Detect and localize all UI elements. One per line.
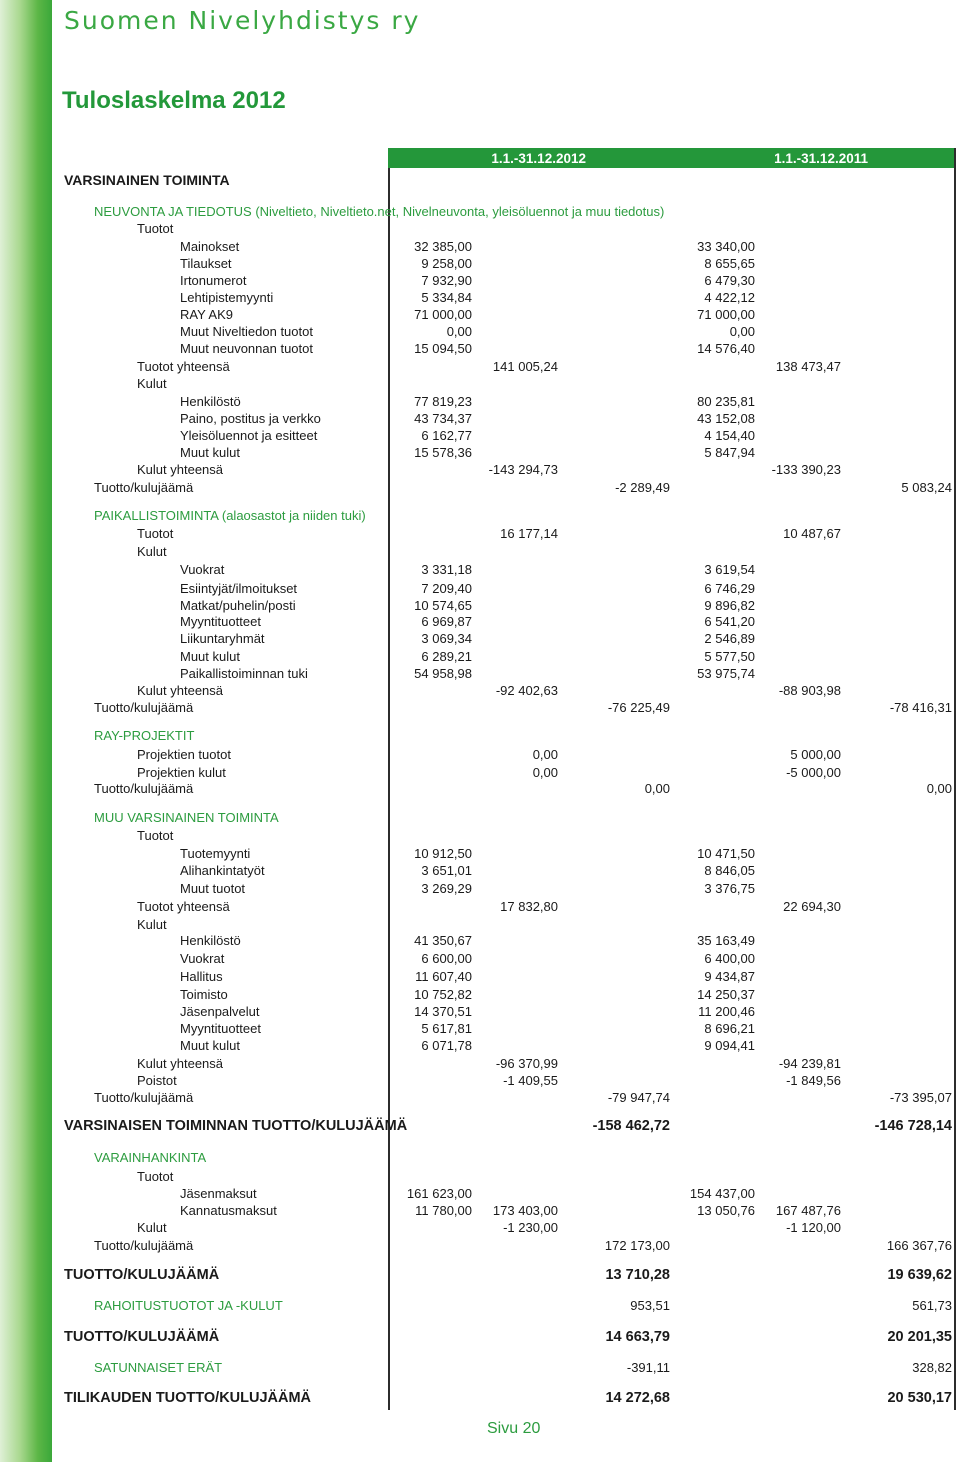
- row-label: VARAINHANKINTA: [94, 1150, 207, 1165]
- column-header-2011: 1.1.-31.12.2011: [774, 151, 868, 166]
- value-cell-v3: 953,51: [630, 1298, 670, 1313]
- value-cell-v5: -1 120,00: [786, 1220, 841, 1235]
- table-row: [0, 630, 960, 647]
- value-cell-v5: 5 000,00: [790, 747, 841, 762]
- value-cell-v6: -146 728,14: [874, 1118, 952, 1134]
- row-label: RAY AK9: [180, 307, 233, 322]
- value-cell-v4: 8 696,21: [704, 1021, 755, 1036]
- value-cell-v4: 14 250,37: [697, 987, 755, 1002]
- row-label: Paikallistoiminnan tuki: [180, 666, 308, 681]
- value-cell-v3: 14 663,79: [605, 1329, 670, 1345]
- value-cell-v6: 5 083,24: [901, 480, 952, 495]
- table-row: [0, 444, 960, 461]
- row-label: RAHOITUSTUOTOT JA -KULUT: [94, 1298, 283, 1313]
- table-row: [0, 932, 960, 949]
- value-cell-v1: 14 370,51: [414, 1004, 472, 1019]
- value-cell-v2: -1 409,55: [503, 1073, 558, 1088]
- row-label: Tuotemyynti: [180, 846, 251, 861]
- value-cell-v1: 0,00: [446, 324, 472, 339]
- value-cell-v2: -143 294,73: [488, 462, 558, 477]
- value-cell-v6: 166 367,76: [886, 1238, 952, 1253]
- row-label: Vuokrat: [180, 951, 225, 966]
- table-row: [0, 461, 960, 478]
- table-row: [0, 393, 960, 410]
- row-label: Toimisto: [180, 987, 228, 1002]
- value-cell-v6: 20 201,35: [887, 1329, 952, 1345]
- table-row: [0, 613, 960, 630]
- value-cell-v5: 167 487,76: [775, 1203, 841, 1218]
- table-row: [0, 238, 960, 255]
- table-row: [0, 968, 960, 985]
- row-label: Muut Niveltiedon tuotot: [180, 324, 313, 339]
- value-cell-v1: 10 912,50: [414, 846, 472, 861]
- value-cell-v3: 0,00: [644, 781, 670, 796]
- row-label: Projektien tuotot: [137, 747, 231, 762]
- value-cell-v1: 161 623,00: [406, 1186, 472, 1201]
- table-row: [0, 203, 960, 220]
- value-cell-v1: 71 000,00: [414, 307, 472, 322]
- row-label: Jäsenpalvelut: [180, 1004, 260, 1019]
- value-cell-v5: -133 390,23: [771, 462, 841, 477]
- value-cell-v1: 41 350,67: [414, 933, 472, 948]
- value-cell-v6: -73 395,07: [889, 1090, 952, 1105]
- table-row: [0, 780, 960, 797]
- value-cell-v1: 6 162,77: [421, 428, 472, 443]
- column-header-2012: 1.1.-31.12.2012: [491, 151, 586, 166]
- value-cell-v2: 141 005,24: [492, 359, 558, 374]
- table-row: [0, 358, 960, 375]
- value-cell-v1: 3 651,01: [421, 863, 472, 878]
- row-label: Kulut yhteensä: [137, 683, 224, 698]
- row-label: Tilaukset: [180, 256, 232, 271]
- value-cell-v1: 3 269,29: [421, 881, 472, 896]
- table-row: [0, 289, 960, 306]
- row-label: Jäsenmaksut: [180, 1186, 257, 1201]
- row-label: Kulut: [137, 1220, 167, 1235]
- table-row: [0, 862, 960, 879]
- row-label: Hallitus: [180, 969, 223, 984]
- table-row: [0, 410, 960, 427]
- table-row: [0, 255, 960, 272]
- value-cell-v2: 0,00: [532, 765, 558, 780]
- row-label: Muut kulut: [180, 1038, 240, 1053]
- value-cell-v1: 6 600,00: [421, 951, 472, 966]
- table-row: [0, 375, 960, 392]
- table-row: [0, 1055, 960, 1072]
- document-title: Tuloslaskelma 2012: [62, 87, 286, 114]
- value-cell-v1: 11 780,00: [415, 1203, 472, 1218]
- row-label: Tuotto/kulujäämä: [94, 1090, 194, 1105]
- row-label: Kulut yhteensä: [137, 462, 224, 477]
- value-cell-v2: 173 403,00: [492, 1203, 558, 1218]
- value-cell-v1: 9 258,00: [421, 256, 472, 271]
- value-cell-v4: 6 400,00: [704, 951, 755, 966]
- table-row: [0, 1359, 960, 1376]
- table-row: [0, 580, 960, 597]
- table-row: [0, 1072, 960, 1089]
- table-row: [0, 1168, 960, 1185]
- value-cell-v6: 20 530,17: [887, 1390, 952, 1406]
- value-cell-v1: 11 607,40: [415, 969, 472, 984]
- value-cell-v3: -2 289,49: [615, 480, 670, 495]
- row-label: Tuotot: [137, 526, 174, 541]
- value-cell-v1: 3 331,18: [421, 562, 472, 577]
- value-cell-v1: 6 969,87: [421, 614, 472, 629]
- table-row: [0, 950, 960, 967]
- table-row: [0, 1390, 960, 1407]
- row-label: NEUVONTA JA TIEDOTUS (Niveltieto, Niveltieto.net, Nivelneuvonta, yleisöluennot ja muu tiedotus): [94, 204, 665, 219]
- value-cell-v1: 3 069,34: [421, 631, 472, 646]
- row-label: Liikuntaryhmät: [180, 631, 265, 646]
- value-cell-v4: 2 546,89: [704, 631, 755, 646]
- value-cell-v1: 77 819,23: [414, 394, 472, 409]
- value-cell-v3: -158 462,72: [592, 1118, 670, 1134]
- table-row: [0, 1149, 960, 1166]
- table-row: [0, 340, 960, 357]
- value-cell-v4: 9 434,87: [704, 969, 755, 984]
- row-label: Tuotto/kulujäämä: [94, 1238, 194, 1253]
- row-label: Matkat/puhelin/posti: [180, 598, 296, 613]
- value-cell-v5: 10 487,67: [783, 526, 841, 541]
- row-label: Tuotot yhteensä: [137, 899, 230, 914]
- page-number: Sivu 20: [487, 1420, 541, 1437]
- value-cell-v4: 71 000,00: [697, 307, 755, 322]
- row-label: Kulut: [137, 376, 167, 391]
- table-row: [0, 597, 960, 614]
- row-label: Henkilöstö: [180, 933, 241, 948]
- row-label: Tuotto/kulujäämä: [94, 700, 194, 715]
- value-cell-v3: 172 173,00: [604, 1238, 670, 1253]
- row-label: Tuotto/kulujäämä: [94, 781, 194, 796]
- organization-name: Suomen Nivelyhdistys ry: [64, 6, 421, 35]
- table-row: [0, 525, 960, 542]
- row-label: TILIKAUDEN TUOTTO/KULUJÄÄMÄ: [64, 1390, 312, 1406]
- table-row: [0, 648, 960, 665]
- row-label: VARSINAISEN TOIMINNAN TUOTTO/KULUJÄÄMÄ: [64, 1118, 408, 1134]
- value-cell-v6: 328,82: [912, 1360, 952, 1375]
- table-row: [0, 220, 960, 237]
- value-cell-v1: 32 385,00: [414, 239, 472, 254]
- table-row: [0, 1267, 960, 1284]
- table-row: [0, 1003, 960, 1020]
- row-label: Irtonumerot: [180, 273, 247, 288]
- value-cell-v4: 9 896,82: [704, 598, 755, 613]
- value-cell-v1: 15 094,50: [414, 341, 472, 356]
- value-cell-v2: 0,00: [532, 747, 558, 762]
- table-row: [0, 665, 960, 682]
- row-label: Tuotot: [137, 828, 174, 843]
- table-row: [0, 306, 960, 323]
- varsinainen-toiminta-heading: VARSINAINEN TOIMINTA: [64, 172, 230, 188]
- row-label: Tuotot: [137, 1169, 174, 1184]
- row-label: Vuokrat: [180, 562, 225, 577]
- row-label: Tuotot: [137, 221, 174, 236]
- value-cell-v4: 6 479,30: [704, 273, 755, 288]
- value-cell-v2: -96 370,99: [495, 1056, 558, 1071]
- table-row: [0, 746, 960, 763]
- table-row: [0, 1297, 960, 1314]
- table-row: [0, 1329, 960, 1346]
- value-cell-v4: 14 576,40: [697, 341, 755, 356]
- row-label: Muut kulut: [180, 649, 240, 664]
- row-label: Mainokset: [180, 239, 240, 254]
- row-label: Muut tuotot: [180, 881, 246, 896]
- row-label: TUOTTO/KULUJÄÄMÄ: [64, 1329, 220, 1345]
- value-cell-v1: 6 289,21: [421, 649, 472, 664]
- value-cell-v3: 14 272,68: [605, 1390, 670, 1406]
- value-cell-v4: 4 154,40: [704, 428, 755, 443]
- table-row: [0, 764, 960, 781]
- table-row: [0, 1237, 960, 1254]
- value-cell-v1: 15 578,36: [414, 445, 472, 460]
- value-cell-v4: 6 541,20: [704, 614, 755, 629]
- table-row: [0, 809, 960, 826]
- row-label: Kulut: [137, 917, 167, 932]
- row-label: Tuotto/kulujäämä: [94, 480, 194, 495]
- row-label: Muut neuvonnan tuotot: [180, 341, 313, 356]
- value-cell-v4: 0,00: [729, 324, 755, 339]
- value-cell-v1: 7 932,90: [421, 273, 472, 288]
- row-label: PAIKALLISTOIMINTA (alaosastot ja niiden tuki): [94, 508, 366, 523]
- value-cell-v4: 154 437,00: [689, 1186, 755, 1201]
- value-cell-v2: 16 177,14: [500, 526, 558, 541]
- row-label: Tuotot yhteensä: [137, 359, 230, 374]
- value-cell-v4: 9 094,41: [704, 1038, 755, 1053]
- row-label: Lehtipistemyynti: [180, 290, 274, 305]
- table-row: [0, 845, 960, 862]
- value-cell-v4: 5 847,94: [704, 445, 755, 460]
- row-label: Projektien kulut: [137, 765, 226, 780]
- row-label: Muut kulut: [180, 445, 240, 460]
- value-cell-v6: -78 416,31: [889, 700, 952, 715]
- value-cell-v4: 35 163,49: [697, 933, 755, 948]
- row-label: Poistot: [137, 1073, 177, 1088]
- table-row: [0, 898, 960, 915]
- table-row: [0, 1037, 960, 1054]
- value-cell-v1: 43 734,37: [414, 411, 472, 426]
- table-row: [0, 561, 960, 578]
- value-cell-v5: -88 903,98: [778, 683, 841, 698]
- value-cell-v4: 53 975,74: [697, 666, 755, 681]
- table-row: [0, 727, 960, 744]
- table-row: [0, 1089, 960, 1106]
- table-row: [0, 880, 960, 897]
- value-cell-v5: 138 473,47: [775, 359, 841, 374]
- value-cell-v5: -1 849,56: [786, 1073, 841, 1088]
- value-cell-v5: -5 000,00: [786, 765, 841, 780]
- value-cell-v4: 80 235,81: [697, 394, 755, 409]
- value-cell-v2: -1 230,00: [503, 1220, 558, 1235]
- value-cell-v1: 6 071,78: [421, 1038, 472, 1053]
- value-cell-v1: 54 958,98: [414, 666, 472, 681]
- table-row: [0, 1118, 960, 1135]
- row-label: Myyntituotteet: [180, 1021, 261, 1036]
- value-cell-v1: 10 574,65: [414, 598, 472, 613]
- table-row: [0, 543, 960, 560]
- value-cell-v1: 7 209,40: [421, 581, 472, 596]
- value-cell-v1: 5 334,84: [421, 290, 472, 305]
- value-cell-v4: 4 422,12: [704, 290, 755, 305]
- table-row: [0, 699, 960, 716]
- value-cell-v6: 19 639,62: [887, 1267, 952, 1283]
- value-cell-v3: -76 225,49: [607, 700, 670, 715]
- value-cell-v4: 13 050,76: [697, 1203, 755, 1218]
- value-cell-v4: 3 376,75: [704, 881, 755, 896]
- value-cell-v5: 22 694,30: [783, 899, 841, 914]
- value-cell-v1: 10 752,82: [414, 987, 472, 1002]
- value-cell-v4: 33 340,00: [697, 239, 755, 254]
- value-cell-v5: -94 239,81: [778, 1056, 841, 1071]
- value-cell-v4: 8 655,65: [704, 256, 755, 271]
- value-cell-v3: -79 947,74: [607, 1090, 670, 1105]
- value-cell-v4: 8 846,05: [704, 863, 755, 878]
- row-label: Kulut: [137, 544, 167, 559]
- row-label: Myyntituotteet: [180, 614, 261, 629]
- table-row: [0, 916, 960, 933]
- table-row: [0, 272, 960, 289]
- value-cell-v3: 13 710,28: [605, 1267, 670, 1283]
- table-row: [0, 827, 960, 844]
- value-cell-v4: 43 152,08: [697, 411, 755, 426]
- table-row: [0, 986, 960, 1003]
- value-cell-v3: -391,11: [626, 1360, 670, 1375]
- row-label: RAY-PROJEKTIT: [94, 728, 195, 743]
- row-label: TUOTTO/KULUJÄÄMÄ: [64, 1267, 220, 1283]
- value-cell-v4: 3 619,54: [704, 562, 755, 577]
- table-row: [0, 323, 960, 340]
- value-cell-v6: 0,00: [926, 781, 952, 796]
- value-cell-v1: 5 617,81: [421, 1021, 472, 1036]
- table-row: [0, 1219, 960, 1236]
- value-cell-v6: 561,73: [912, 1298, 952, 1313]
- row-label: Paino, postitus ja verkko: [180, 411, 321, 426]
- row-label: Esiintyjät/ilmoitukset: [180, 581, 298, 596]
- value-cell-v4: 5 577,50: [704, 649, 755, 664]
- table-row: [0, 507, 960, 524]
- row-label: SATUNNAISET ERÄT: [94, 1360, 223, 1375]
- row-label: Kulut yhteensä: [137, 1056, 224, 1071]
- table-row: [0, 1202, 960, 1219]
- row-label: Kannatusmaksut: [180, 1203, 277, 1218]
- table-row: [0, 1185, 960, 1202]
- row-label: Alihankintatyöt: [180, 863, 265, 878]
- row-label: Yleisöluennot ja esitteet: [180, 428, 318, 443]
- value-cell-v4: 10 471,50: [697, 846, 755, 861]
- table-row: [0, 1020, 960, 1037]
- value-cell-v2: -92 402,63: [495, 683, 558, 698]
- value-cell-v2: 17 832,80: [500, 899, 558, 914]
- row-label: MUU VARSINAINEN TOIMINTA: [94, 810, 279, 825]
- value-cell-v4: 11 200,46: [698, 1004, 755, 1019]
- table-row: [0, 682, 960, 699]
- table-row: [0, 427, 960, 444]
- value-cell-v4: 6 746,29: [704, 581, 755, 596]
- table-row: [0, 479, 960, 496]
- row-label: Henkilöstö: [180, 394, 241, 409]
